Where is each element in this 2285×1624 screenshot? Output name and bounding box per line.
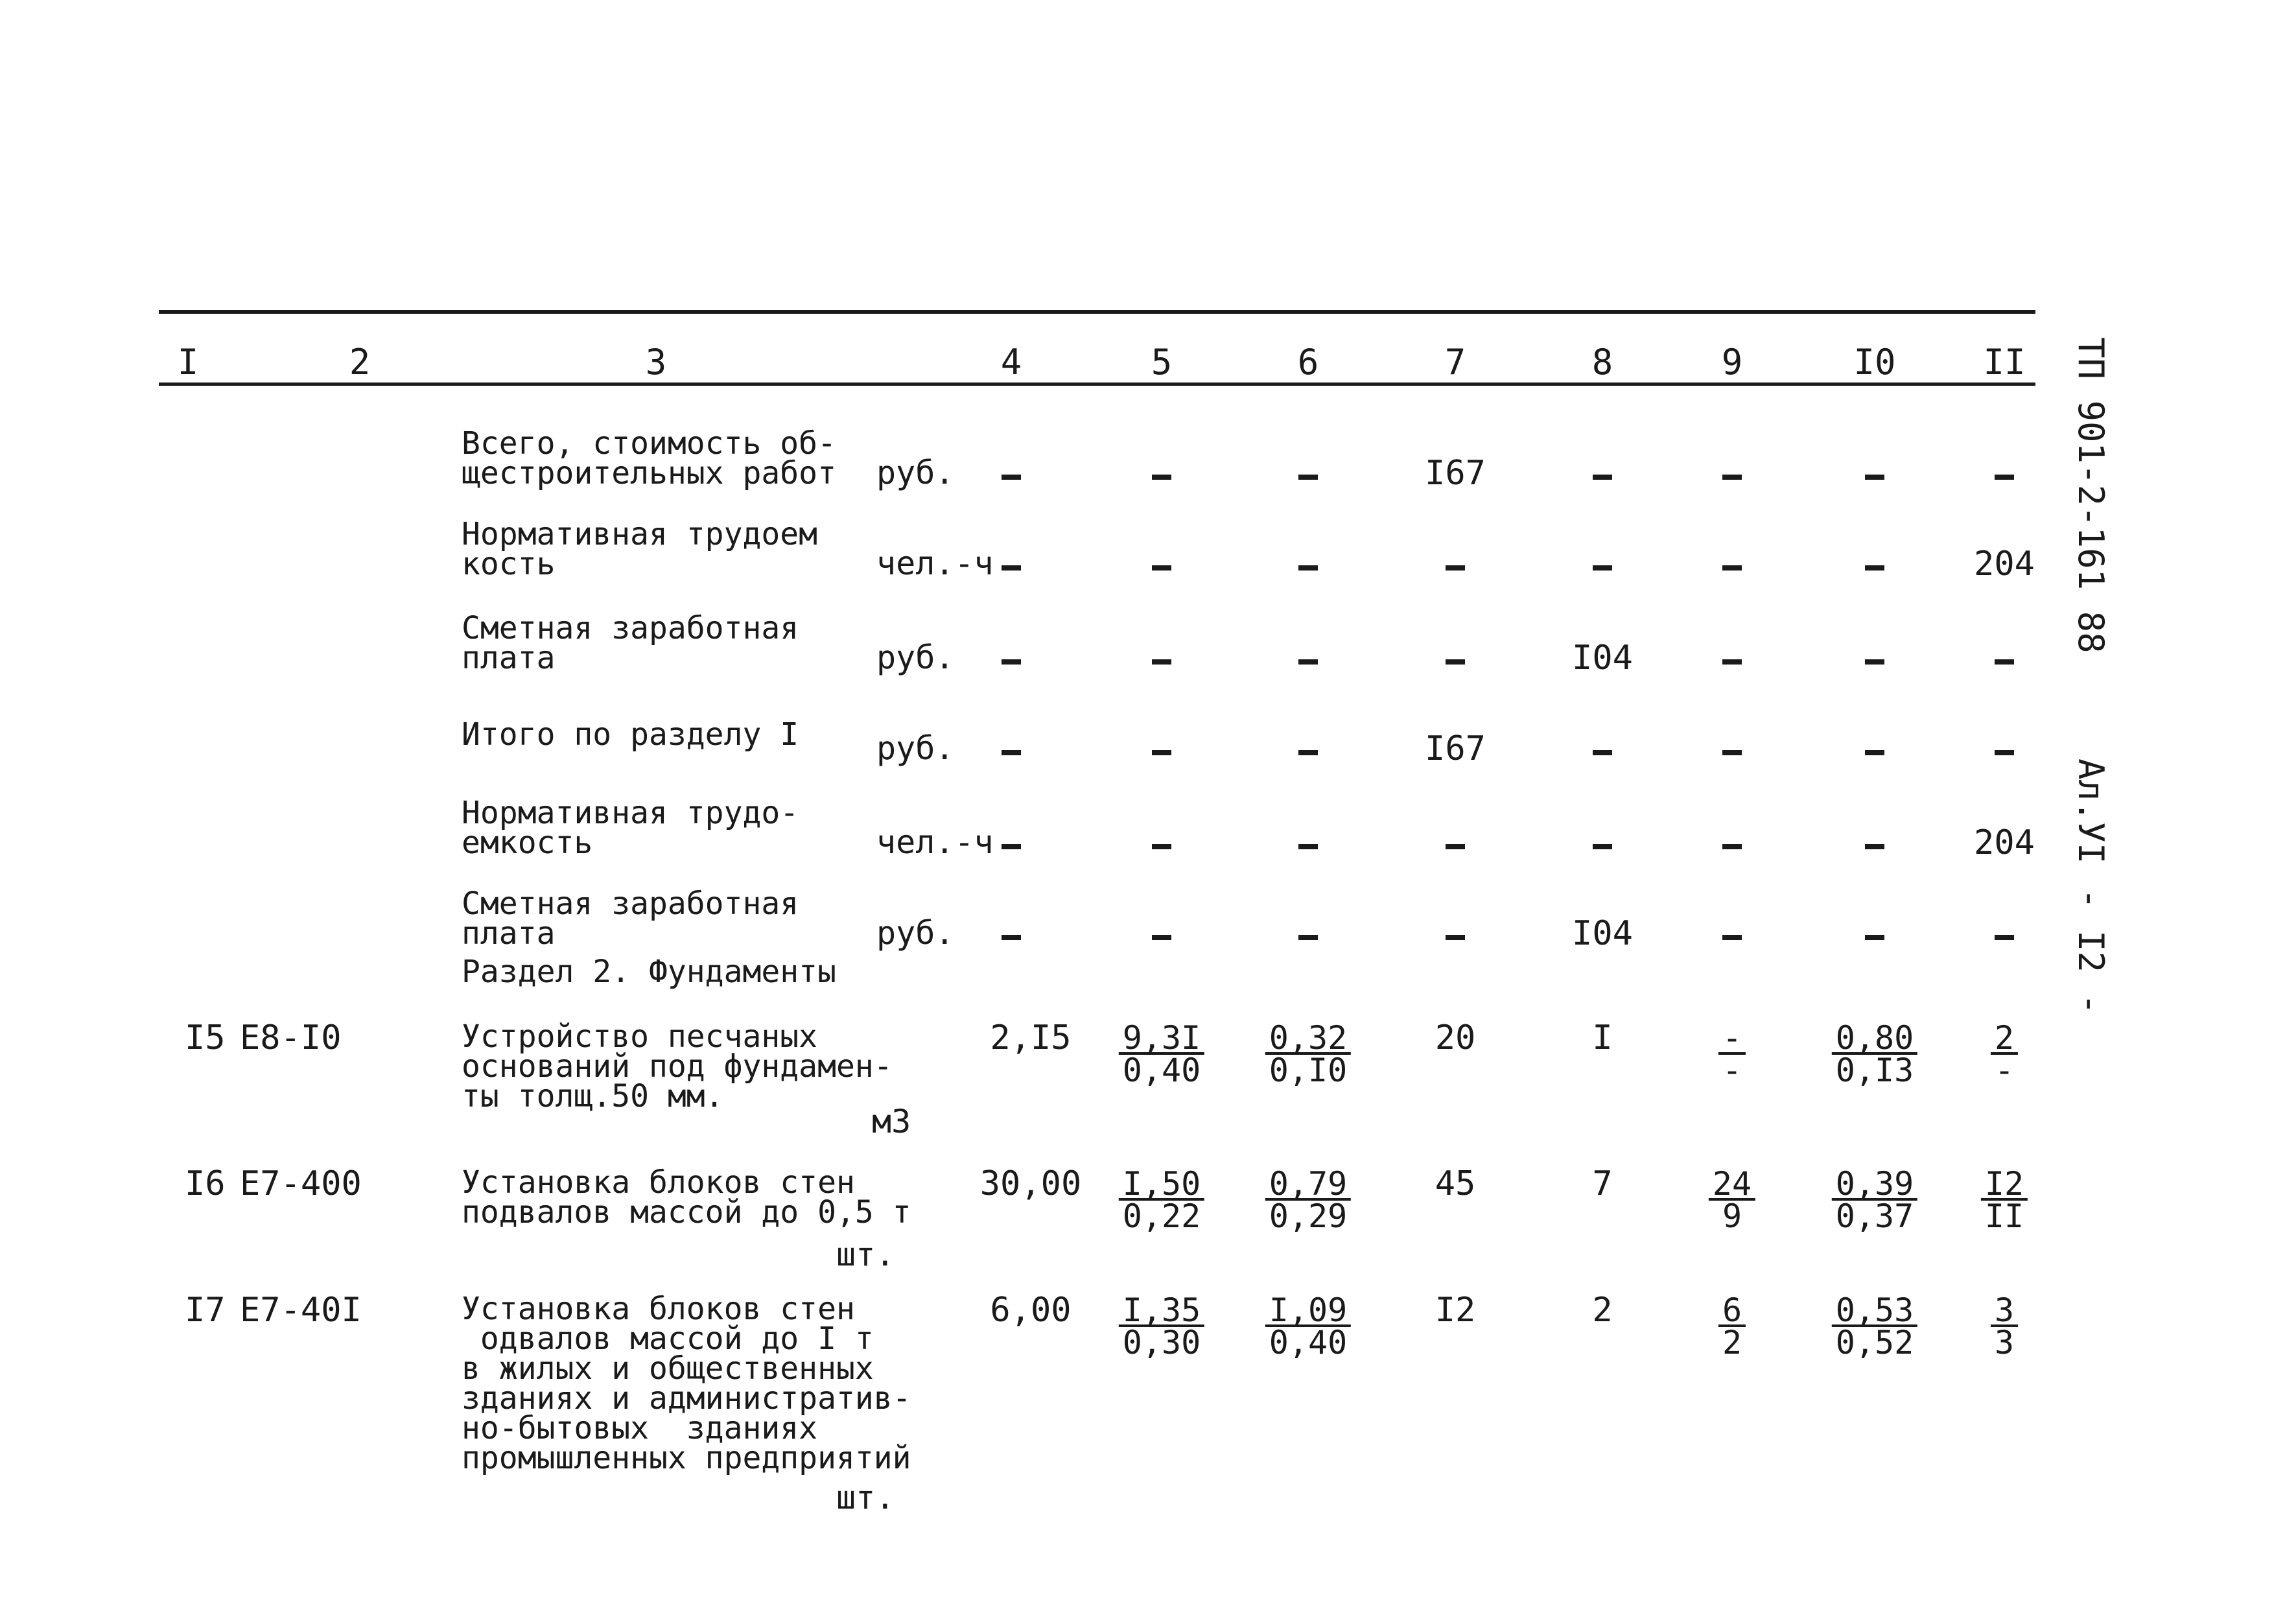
summary-row-4-c10 — [1865, 844, 1884, 849]
summary-row-2-unit: руб. — [876, 639, 955, 676]
column-header-8: 8 — [1591, 342, 1613, 382]
item-0-c9-fraction — [1718, 1019, 1746, 1089]
fraction-numerator: 0,32 — [1265, 1024, 1351, 1055]
fraction-numerator: 2 — [1991, 1024, 2018, 1055]
column-header-1: I — [177, 342, 199, 382]
item-2-unit: шт. — [836, 1479, 895, 1516]
summary-row-4-c4 — [1002, 844, 1021, 849]
summary-row-3-c6 — [1298, 750, 1318, 755]
summary-row-4-text-line: Нормативная трудо- — [462, 795, 799, 831]
fraction-numerator: - — [1718, 1024, 1746, 1055]
section-title: Раздел 2. Фундаменты — [462, 954, 836, 990]
summary-row-5-c9 — [1722, 935, 1742, 940]
summary-row-4-c9 — [1722, 844, 1742, 849]
item-1-code: Е7-400 — [240, 1164, 362, 1203]
item-0-text-line: оснований под фундамен- — [462, 1048, 893, 1085]
summary-row-5-c11 — [1995, 935, 2014, 940]
summary-row-5-text-line: плата — [462, 915, 556, 952]
summary-row-3-c11 — [1995, 750, 2014, 755]
item-0-c8: I — [1592, 1018, 1613, 1057]
item-1-c7: 45 — [1435, 1164, 1476, 1203]
column-header-11: II — [1983, 342, 2026, 382]
item-0-code: Е8-I0 — [240, 1018, 342, 1057]
item-0-quantity: 2,I5 — [990, 1018, 1072, 1057]
fraction-numerator: I2 — [1981, 1170, 2028, 1201]
item-0-text-line: Устройство песчаных — [462, 1018, 818, 1055]
fraction-numerator: 0,79 — [1265, 1170, 1351, 1201]
summary-row-0-c5 — [1152, 475, 1171, 480]
summary-row-0-c4 — [1002, 475, 1021, 480]
fraction-numerator: 6 — [1718, 1296, 1746, 1327]
column-header-5: 5 — [1151, 342, 1173, 382]
item-0-c6-fraction — [1265, 1019, 1351, 1089]
item-2-c9-fraction — [1718, 1291, 1746, 1361]
item-2-c10-fraction — [1832, 1291, 1917, 1361]
fraction-numerator: 3 — [1991, 1296, 2018, 1327]
fraction-denominator: 0,52 — [1835, 1324, 1914, 1361]
summary-row-3-c9 — [1722, 750, 1742, 755]
fraction-denominator: 0,22 — [1122, 1197, 1201, 1235]
item-2-text-line: промышленных предприятий — [462, 1440, 911, 1476]
summary-row-0-c7: I67 — [1425, 454, 1486, 493]
fraction-numerator: I,09 — [1265, 1296, 1351, 1327]
header-bottom-rule — [159, 382, 2035, 386]
fraction-numerator: 0,39 — [1832, 1170, 1917, 1201]
fraction-denominator: 0,I3 — [1835, 1052, 1914, 1089]
fraction-denominator: - — [1994, 1052, 2015, 1089]
summary-row-0-c6 — [1298, 475, 1318, 480]
item-0-c5-fraction — [1119, 1019, 1204, 1089]
summary-row-2-c9 — [1722, 659, 1742, 665]
summary-row-5-c4 — [1002, 935, 1021, 940]
summary-row-5-c7 — [1446, 935, 1465, 940]
summary-row-4-c7 — [1446, 844, 1465, 849]
fraction-denominator: 0,40 — [1269, 1324, 1348, 1361]
item-2-text-line: одвалов массой до I т — [462, 1321, 874, 1357]
summary-row-1-c6 — [1298, 565, 1318, 571]
summary-row-1-unit: чел.-ч — [876, 545, 994, 582]
summary-row-0-unit: руб. — [876, 454, 955, 491]
summary-row-4-unit: чел.-ч — [876, 823, 994, 861]
fraction-numerator: 0,53 — [1832, 1296, 1917, 1327]
item-1-c6-fraction — [1265, 1165, 1351, 1235]
summary-row-2-c4 — [1002, 659, 1021, 665]
column-header-9: 9 — [1721, 342, 1743, 382]
fraction-denominator: 3 — [1994, 1324, 2015, 1361]
item-1-c10-fraction — [1832, 1165, 1917, 1235]
item-0-c10-fraction — [1832, 1019, 1917, 1089]
fraction-denominator: 0,30 — [1122, 1324, 1201, 1361]
item-2-text-line: в жилых и общественных — [462, 1350, 874, 1387]
item-2-text-line: но-бытовых зданиях — [462, 1410, 818, 1446]
item-1-c8: 7 — [1592, 1164, 1613, 1203]
summary-row-4-c8 — [1593, 844, 1612, 849]
table-top-rule — [159, 310, 2035, 314]
summary-row-3-c5 — [1152, 750, 1171, 755]
summary-row-0-c8 — [1593, 475, 1612, 480]
summary-row-0-c10 — [1865, 475, 1884, 480]
summary-row-2-c11 — [1995, 659, 2014, 665]
summary-row-3-c4 — [1002, 750, 1021, 755]
fraction-denominator: - — [1722, 1052, 1742, 1089]
summary-row-1-c8 — [1593, 565, 1612, 571]
summary-row-3-c8 — [1593, 750, 1612, 755]
item-2-number: I7 — [185, 1291, 226, 1330]
summary-row-0-text-line: щестроительных работ — [462, 455, 836, 491]
fraction-numerator: I,50 — [1119, 1170, 1204, 1201]
item-2-c6-fraction — [1265, 1291, 1351, 1361]
summary-row-1-text-line: Нормативная трудоем — [462, 516, 818, 552]
item-2-c8: 2 — [1592, 1291, 1613, 1330]
summary-row-2-c8: I04 — [1572, 639, 1633, 677]
summary-row-3-c7: I67 — [1425, 729, 1486, 768]
fraction-denominator: 0,I0 — [1269, 1052, 1348, 1089]
summary-row-2-c5 — [1152, 659, 1171, 665]
item-1-c11-fraction — [1981, 1165, 2028, 1235]
item-2-c11-fraction — [1991, 1291, 2018, 1361]
item-1-text-line: Установка блоков стен — [462, 1164, 855, 1201]
summary-row-2-c10 — [1865, 659, 1884, 665]
summary-row-3-c10 — [1865, 750, 1884, 755]
summary-row-1-c11: 204 — [1974, 545, 2035, 583]
item-2-c7: I2 — [1435, 1291, 1476, 1330]
summary-row-3-unit: руб. — [876, 729, 955, 767]
summary-row-5-c8: I04 — [1572, 914, 1633, 953]
fraction-numerator: I,35 — [1119, 1296, 1204, 1327]
item-1-quantity: 30,00 — [979, 1164, 1082, 1203]
summary-row-4-c5 — [1152, 844, 1171, 849]
summary-row-2-c6 — [1298, 659, 1318, 665]
summary-row-4-c11: 204 — [1974, 823, 2035, 862]
item-1-number: I6 — [185, 1164, 226, 1203]
column-header-7: 7 — [1444, 342, 1466, 382]
summary-row-0-c11 — [1995, 475, 2014, 480]
item-2-text-line: зданиях и административ- — [462, 1380, 911, 1417]
summary-row-4-text-line: емкость — [462, 825, 593, 861]
summary-row-1-c5 — [1152, 565, 1171, 571]
item-0-unit: м3 — [872, 1103, 911, 1140]
item-2-c5-fraction — [1119, 1291, 1204, 1361]
summary-row-1-c4 — [1002, 565, 1021, 571]
item-1-c9-fraction — [1709, 1165, 1755, 1235]
summary-row-5-unit: руб. — [876, 914, 955, 952]
column-header-3: 3 — [645, 342, 667, 382]
item-0-text-line: ты толщ.50 мм. — [462, 1078, 724, 1114]
summary-row-2-text-line: Сметная заработная — [462, 610, 799, 646]
fraction-denominator: 0,29 — [1269, 1197, 1348, 1235]
item-0-c7: 20 — [1435, 1018, 1476, 1057]
fraction-denominator: 0,37 — [1835, 1197, 1914, 1235]
column-header-4: 4 — [1000, 342, 1022, 382]
summary-row-0-c9 — [1722, 475, 1742, 480]
column-header-6: 6 — [1297, 342, 1319, 382]
summary-row-2-c7 — [1446, 659, 1465, 665]
column-header-2: 2 — [349, 342, 371, 382]
fraction-denominator: 0,40 — [1122, 1052, 1201, 1089]
summary-row-1-text-line: кость — [462, 546, 556, 582]
fraction-denominator: 9 — [1722, 1197, 1742, 1235]
summary-row-3-text-line: Итого по разделу I — [462, 716, 799, 753]
fraction-numerator: 24 — [1709, 1170, 1755, 1201]
item-0-c11-fraction — [1991, 1019, 2018, 1089]
item-1-c5-fraction — [1119, 1165, 1204, 1235]
side-sheet-label: Ал.УI — [2070, 759, 2111, 864]
summary-row-2-text-line: плата — [462, 640, 556, 676]
summary-row-5-text-line: Сметная заработная — [462, 886, 799, 922]
fraction-denominator: II — [1984, 1197, 2024, 1235]
summary-row-1-c9 — [1722, 565, 1742, 571]
item-2-text-line: Установка блоков стен — [462, 1291, 855, 1327]
item-2-code: Е7-40I — [240, 1291, 362, 1330]
item-1-unit: шт. — [836, 1236, 895, 1273]
side-document-code: ТП 901-2-161 88 — [2070, 337, 2111, 653]
item-2-quantity: 6,00 — [990, 1291, 1072, 1330]
summary-row-5-c6 — [1298, 935, 1318, 940]
summary-row-4-c6 — [1298, 844, 1318, 849]
item-1-text-line: подвалов массой до 0,5 т — [462, 1194, 911, 1230]
side-page-number: - I2 - — [2070, 888, 2111, 1015]
summary-row-0-text-line: Всего, стоимость об- — [462, 425, 836, 462]
summary-row-1-c10 — [1865, 565, 1884, 571]
column-header-10: I0 — [1853, 342, 1896, 382]
summary-row-5-c5 — [1152, 935, 1171, 940]
fraction-denominator: 2 — [1722, 1324, 1742, 1361]
fraction-numerator: 0,80 — [1832, 1024, 1917, 1055]
summary-row-1-c7 — [1446, 565, 1465, 571]
summary-row-5-c10 — [1865, 935, 1884, 940]
fraction-numerator: 9,3I — [1119, 1024, 1204, 1055]
item-0-number: I5 — [185, 1018, 226, 1057]
